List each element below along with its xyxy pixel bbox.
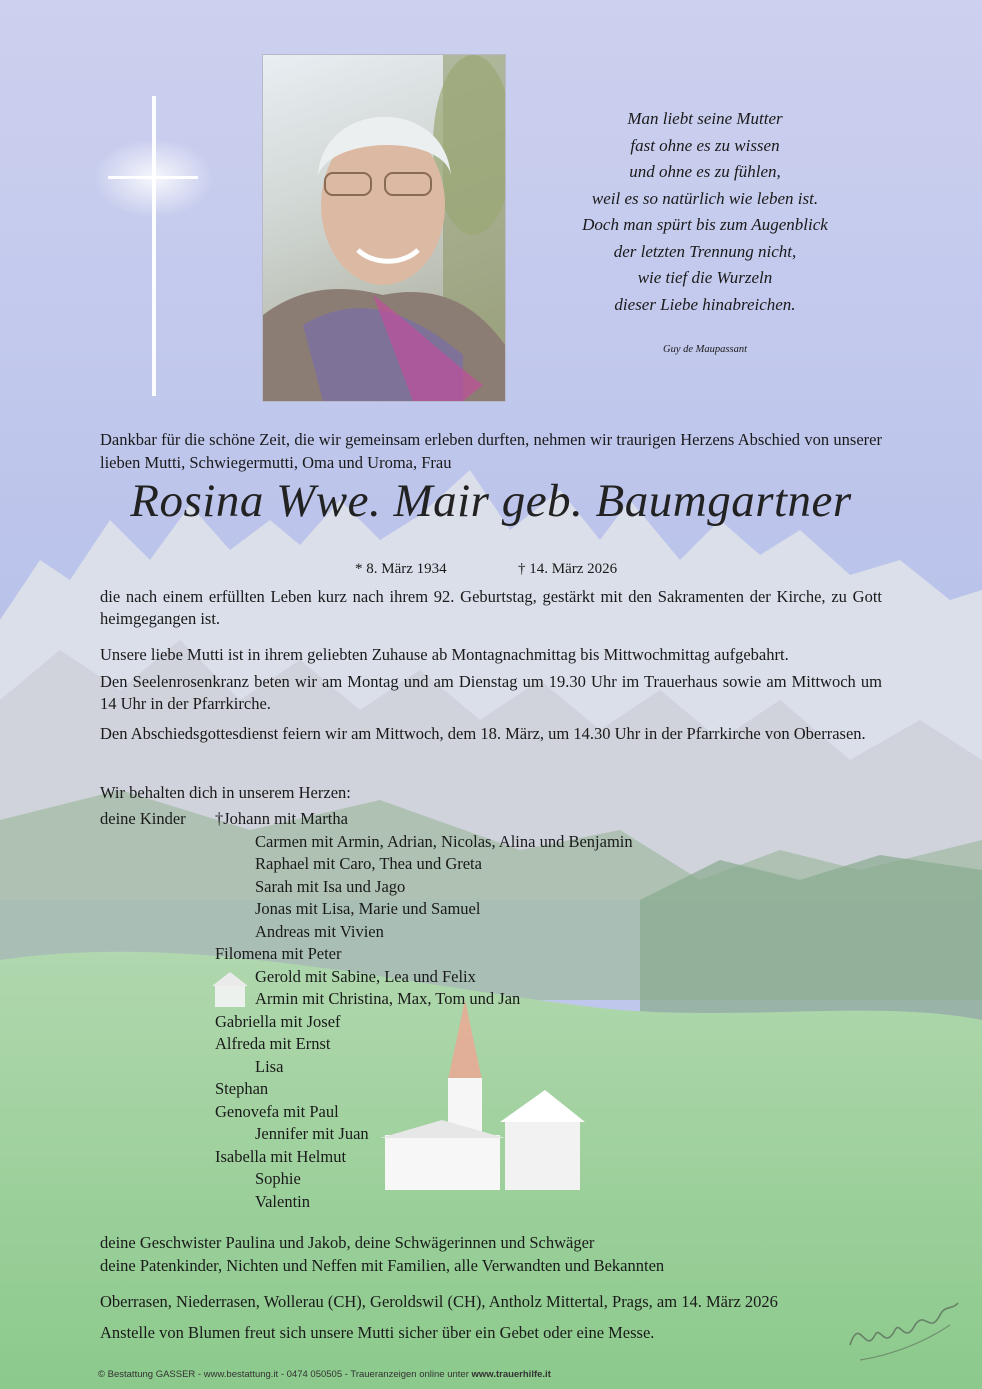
deceased-name: Rosina Wwe. Mair geb. Baumgartner bbox=[130, 475, 852, 527]
family-row bbox=[100, 898, 882, 921]
publisher-credit bbox=[98, 1369, 551, 1380]
family-row bbox=[100, 1168, 882, 1191]
family-member: Lisa bbox=[255, 1056, 284, 1076]
family-member: Sophie bbox=[255, 1169, 301, 1188]
mourners-heading: Wir behalten dich in unserem Herzen: bbox=[100, 783, 351, 802]
family-member: Carmen mit Armin, Adrian, Nicolas, Alina und Benjamin bbox=[255, 831, 633, 851]
credit-link[interactable]: www.trauerhilfe.it bbox=[471, 1369, 551, 1380]
family-row bbox=[100, 1011, 882, 1034]
credit-text: © Bestattung GASSER - www.bestattung.it - 0474 050505 - Traueranzeigen online unter bbox=[98, 1369, 472, 1380]
rosary-paragraph: Den Seelenrosenkranz beten wir am Montag und am Dienstag um 19.30 Uhr im Trauerhaus sowie am Mittwoch um 14 Uhr in der Pfarrkirche. bbox=[100, 672, 882, 713]
family-row bbox=[100, 943, 882, 966]
family-member: Gerold mit Sabine, Lea und Felix bbox=[255, 966, 476, 986]
quote-line: der letzten Trennung nicht, bbox=[613, 241, 797, 261]
family-member: Stephan bbox=[215, 1079, 269, 1098]
closing-block bbox=[100, 1231, 900, 1344]
quote-line: wie tief die Wurzeln bbox=[637, 268, 773, 287]
family-member: Armin mit Christina, Max, Tom und Jan bbox=[255, 989, 521, 1008]
family-row bbox=[100, 831, 882, 854]
family-row bbox=[100, 1056, 882, 1079]
portrait-illustration bbox=[263, 55, 505, 401]
quote-line: Man liebt seine Mutter bbox=[627, 109, 783, 128]
closing-line: deine Patenkinder, Nichten und Neffen mit Familien, alle Verwandten und Bekannten bbox=[100, 1256, 665, 1275]
family-member: Genovefa mit Paul bbox=[215, 1101, 339, 1121]
family-row bbox=[100, 988, 882, 1011]
family-member: Sarah mit Isa und Jago bbox=[255, 876, 406, 896]
quote-line: und ohne es zu fühlen, bbox=[629, 162, 781, 181]
family-row bbox=[100, 966, 882, 989]
family-list bbox=[100, 808, 882, 1213]
death-date: † 14. März 2026 bbox=[518, 561, 618, 577]
closing-line: deine Geschwister Paulina und Jakob, deine Schwägerinnen und Schwäger bbox=[100, 1233, 595, 1252]
quote-line: dieser Liebe hinabreichen. bbox=[614, 294, 796, 314]
quote-line: Doch man spürt bis zum Augenblick bbox=[582, 215, 828, 234]
family-row bbox=[100, 1033, 882, 1056]
family-row bbox=[100, 808, 882, 831]
announcement-paragraph: die nach einem erfüllten Leben kurz nach ihrem 92. Geburtstag, gestärkt mit den Sakramenten der Kirche, zu Gott heimgegangen ist. bbox=[100, 587, 882, 628]
family-member: Raphael mit Caro, Thea und Greta bbox=[255, 854, 482, 873]
family-row bbox=[100, 1101, 882, 1124]
family-member: †Johann mit Martha bbox=[215, 809, 348, 828]
family-label: deine Kinder bbox=[100, 809, 186, 828]
family-member: Jonas mit Lisa, Marie und Samuel bbox=[255, 899, 481, 918]
flower-note: Anstelle von Blumen freut sich unsere Mutti sicher über ein Gebet oder eine Messe. bbox=[100, 1323, 655, 1342]
family-member: Alfreda mit Ernst bbox=[215, 1034, 331, 1053]
family-member: Valentin bbox=[255, 1191, 310, 1211]
birth-date: * 8. März 1934 bbox=[355, 561, 447, 577]
family-row bbox=[100, 1146, 882, 1169]
viewing-paragraph: Unsere liebe Mutti ist in ihrem geliebten Zuhause ab Montagnachmittag bis Mittwochmittag aufgebahrt. bbox=[100, 645, 789, 664]
memorial-quote bbox=[540, 106, 870, 318]
artist-signature bbox=[840, 1275, 970, 1375]
family-row bbox=[100, 921, 882, 944]
family-member: Isabella mit Helmut bbox=[215, 1146, 347, 1166]
family-row bbox=[100, 1123, 882, 1146]
place-date: Oberrasen, Niederrasen, Wollerau (CH), Geroldswil (CH), Antholz Mittertal, Prags, am 14. März 2026 bbox=[100, 1292, 778, 1311]
family-row bbox=[100, 876, 882, 899]
family-row bbox=[100, 1078, 882, 1101]
family-row bbox=[100, 853, 882, 876]
funeral-paragraph: Den Abschiedsgottesdienst feiern wir am Mittwoch, dem 18. März, um 14.30 Uhr in der Pfarrkirche von Oberrasen. bbox=[100, 724, 866, 743]
quote-line: weil es so natürlich wie leben ist. bbox=[591, 188, 819, 208]
family-member: Gabriella mit Josef bbox=[215, 1011, 341, 1031]
quote-line: fast ohne es zu wissen bbox=[630, 135, 780, 155]
quote-author: Guy de Maupassant bbox=[663, 344, 747, 355]
family-member: Andreas mit Vivien bbox=[255, 921, 384, 941]
family-row bbox=[100, 1191, 882, 1214]
portrait-photo bbox=[262, 54, 506, 402]
intro-text: Dankbar für die schöne Zeit, die wir gemeinsam erleben durften, nehmen wir traurigen Herzens Abschied von unserer lieben Mutti, Schwiegermutti, Oma und Uroma, Frau bbox=[100, 430, 882, 472]
family-member: Filomena mit Peter bbox=[215, 944, 342, 963]
family-member: Jennifer mit Juan bbox=[255, 1124, 369, 1143]
